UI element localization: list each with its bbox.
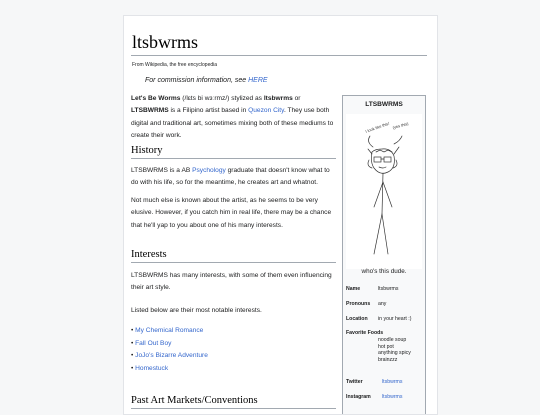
quezon-city-link[interactable]: Quezon City (248, 107, 284, 115)
intro-stylized-1: ltsbwrms (263, 95, 293, 102)
infobox (342, 95, 426, 415)
intro-pronunciation: (/lɛts bi wɜːrmz/) stylized as (180, 95, 264, 102)
location-value: in your heart :) (378, 316, 412, 322)
list-item[interactable]: JoJo's Bizarre Adventure (135, 352, 208, 360)
interests-paragraph-1: LTSBWRMS has many interests, with some of them even influencing their art style. (131, 272, 332, 292)
intro-text-1: is a Filipino artist based in (168, 107, 249, 115)
interests-list (131, 325, 208, 375)
title-divider (131, 55, 427, 56)
history-paragraph-2: Not much else is known about the artist, as he seems to be very elusive. However, if you catch him in real life, there may be a chance that he'll yap to you about one of his many interests. (131, 197, 332, 229)
sketch-text-right: (yes this) (391, 120, 409, 130)
food-item: hot pot (378, 343, 394, 350)
list-item[interactable]: Fall Out Boy (135, 339, 172, 347)
list-item[interactable]: My Chemical Romance (135, 327, 204, 334)
infobox-caption: who's this dude. (361, 268, 407, 275)
history-paragraph-1 (131, 165, 336, 190)
sketch-text-left: I look like this! (364, 120, 390, 134)
food-item: brainzzz (378, 356, 398, 363)
foods-label: Favorite Foods (346, 330, 384, 336)
commission-link[interactable]: HERE (248, 77, 268, 84)
page-tagline: From Wikipedia, the free encyclopedia (132, 62, 218, 68)
interests-heading: Interests (131, 249, 336, 263)
twitter-link[interactable]: ltsbwrms (382, 379, 403, 385)
twitter-label: Twitter (346, 379, 363, 385)
history-text-post: graduate that doesn't know what to do with his life, so for the meantime, he creates art and whatnot. (131, 167, 330, 187)
intro-or: or (292, 95, 301, 102)
article-page (123, 15, 438, 415)
intro-name: Let's Be Worms (131, 95, 181, 102)
pronouns-label: Pronouns (346, 301, 371, 307)
instagram-label: Instagram (346, 394, 371, 400)
hatnote-text: For commission information, see (145, 77, 249, 84)
infobox-title: LTSBWRMS (365, 101, 403, 108)
food-item: anything spicy (378, 350, 411, 357)
intro-stylized-2: LTSBWRMS (131, 107, 169, 115)
interests-paragraph-2: Listed below are their most notable interests. (131, 307, 262, 314)
history-text-pre: LTSBWRMS is a AB (131, 167, 193, 174)
instagram-link[interactable]: ltsbwrms (382, 394, 403, 400)
infobox-sketch-image (346, 114, 422, 269)
pronouns-value: any (378, 301, 387, 307)
stick-figure-sketch (346, 114, 422, 269)
name-label: Name (346, 286, 361, 292)
location-label: Location (346, 316, 368, 322)
history-heading: History (131, 145, 336, 159)
intro-paragraph (131, 93, 336, 143)
intro-text-2: . They use both digital and traditional art, sometimes mixing both of these mediums to create their work. (131, 107, 334, 140)
hatnote (145, 77, 268, 84)
page-title: ltsbwrms (132, 32, 199, 52)
food-item: noodle soup (378, 337, 407, 343)
name-value: ltsbwrms (378, 286, 399, 292)
list-item[interactable]: Homestuck (135, 364, 169, 372)
psychology-link[interactable]: Psychology (192, 167, 226, 174)
markets-heading: Past Art Markets/Conventions (131, 395, 336, 409)
foods-list (378, 337, 411, 363)
